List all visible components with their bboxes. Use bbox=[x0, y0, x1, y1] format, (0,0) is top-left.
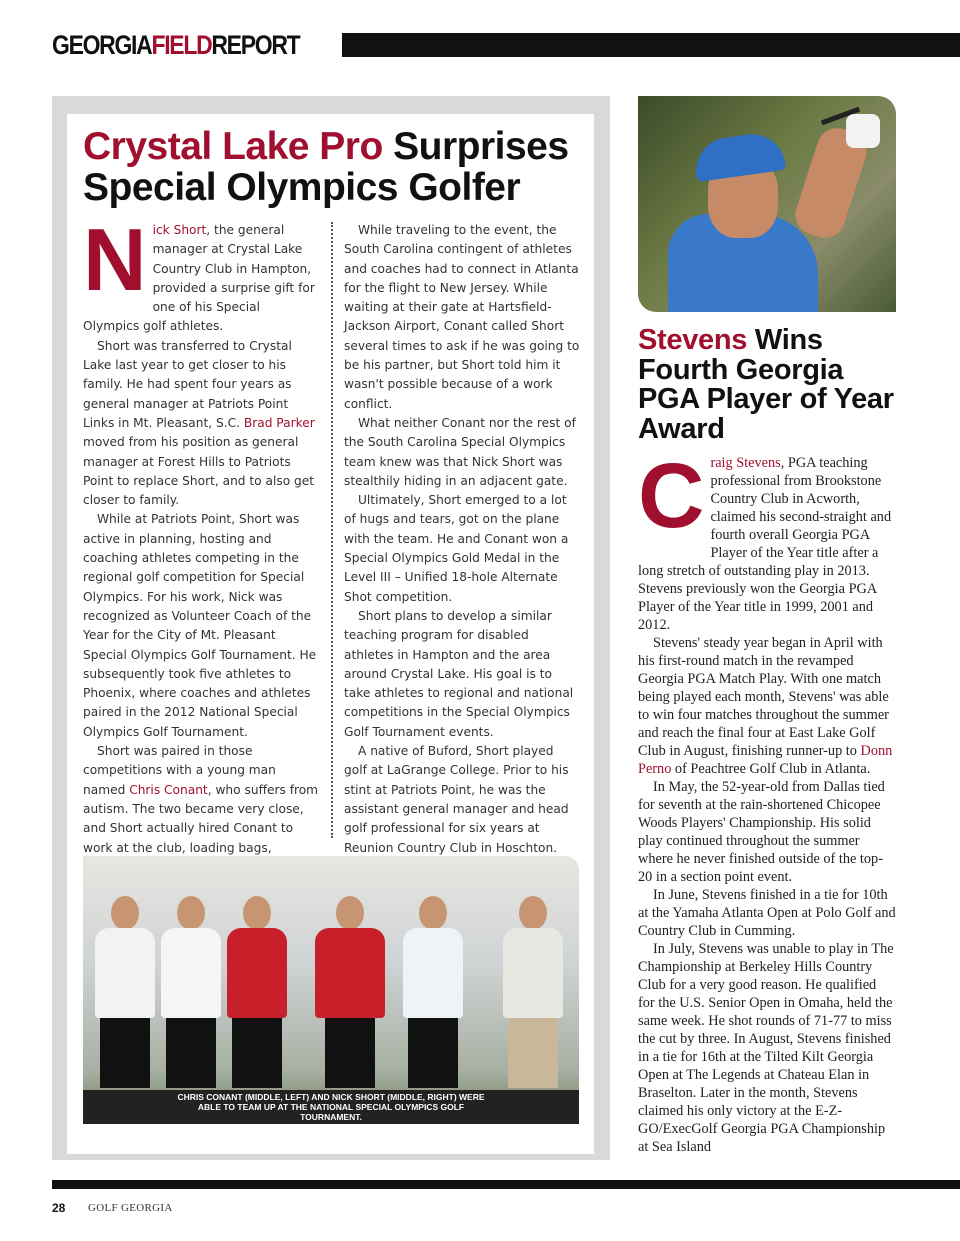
section-title bbox=[52, 30, 299, 61]
section-title-part1: GEORGIA bbox=[52, 29, 152, 60]
drop-cap: C bbox=[638, 445, 705, 547]
golfer-photo bbox=[638, 96, 896, 312]
article-paragraph: Ultimately, Short emerged to a lot of hugs and tears, got on the plane with the team. He and Conant won a Special Olympics Gold Medal in the Level III – Unified 18-hole Alternate Shot competition. bbox=[344, 493, 569, 604]
header-rule bbox=[342, 33, 960, 57]
article-paragraph bbox=[83, 210, 319, 337]
article2-column bbox=[638, 445, 896, 1156]
golf-glove bbox=[846, 114, 880, 148]
article-paragraph: In May, the 52-year-old from Dallas tied for seventh at the rain-shortened Chicopee Woods Players' Championship. His solid play continued throughout the summer where he never finished outside of the top-20 in a section point event. bbox=[638, 779, 885, 885]
headline-rest: Wins Fourth Georgia PGA Player of Year Award bbox=[638, 324, 894, 445]
paragraph-text: , PGA teaching professional from Brookstone Country Club in Acworth, claimed his second-straight and fourth overall Georgia PGA Player of the Year title after a long stretch of outstanding play in 2013. Stevens previously won the Georgia PGA Player of the Year title in 1999, 2001 and 2012. bbox=[638, 455, 892, 633]
article-paragraph bbox=[638, 634, 896, 778]
headline-highlight: Stevens bbox=[638, 324, 748, 356]
article-paragraph bbox=[638, 445, 896, 634]
paragraph-text: moved from his position as general manager at Forest Hills to Patriots Point to replace Short, and to also get closer to family. bbox=[83, 435, 315, 508]
article-paragraph: While at Patriots Point, Short was active in planning, hosting and coaching athletes competing in the regional golf competition for Special Olympics. For his work, Nick was recognized as Volunteer Coach of the Year for the City of Mt. Pleasant Special Olympics Golf Tournament. He subsequently took five athletes to Phoenix, where coaches and athletes paired in the 2012 National Special Olympics Golf Tournament. bbox=[83, 512, 317, 739]
photo-caption: CHRIS CONANT (MIDDLE, LEFT) AND NICK SHORT (MIDDLE, RIGHT) WERE ABLE TO TEAM UP AT THE NATIONAL SPECIAL OLYMPICS GOLF TOURNAMENT. bbox=[177, 1092, 485, 1122]
person-name-link: raig Stevens bbox=[710, 455, 781, 471]
paragraph-text: Short was paired in those competitions with a young man named bbox=[83, 744, 276, 797]
paragraph-text: , who suffers from autism. The two became very close, and Short actually hired Conant to work at the club, loading bags, bbox=[83, 782, 319, 855]
article-paragraph: A native of Buford, Short played golf at LaGrange College. Prior to his stint at Patriots Point, he was the assistant general manager and head golf professional for six years at Reunion Country Club in Hoschton. bbox=[344, 744, 569, 855]
paragraph-text: , the general manager at Crystal Lake Country Club in Hampton, provided a surprise gift for one of his Special Olympics golf athletes. bbox=[83, 223, 315, 334]
person-figure bbox=[315, 896, 385, 1088]
article-paragraph: While traveling to the event, the South Carolina contingent of athletes and coaches had to connect in Atlanta for the flight to New Jersey. While waiting at their gate at Hartsfield-Jackson Airport, Conant called Short several times to ask if he was going to be his partner, but Short told him it wasn't possible because of a work conflict. bbox=[344, 223, 580, 411]
person-name-link: Chris Conant bbox=[129, 782, 208, 797]
article-headline bbox=[83, 126, 593, 208]
footer-rule bbox=[52, 1180, 960, 1189]
article-paragraph: Short plans to develop a similar teaching program for disabled athletes in Hampton and the area around Crystal Lake. His goal is to take athletes to regional and national competitions in the Special Olympics Golf Tournament events. bbox=[344, 608, 574, 739]
person-figure bbox=[95, 896, 155, 1088]
person-figure bbox=[161, 896, 221, 1088]
article-column-right bbox=[344, 221, 580, 858]
person-figure bbox=[503, 896, 563, 1088]
page-number: 28 bbox=[52, 1201, 66, 1215]
photo-caption-bar bbox=[83, 1090, 579, 1124]
column-divider bbox=[331, 222, 333, 838]
paragraph-text: of Peachtree Golf Club in Atlanta. bbox=[671, 761, 871, 777]
headline-highlight: Crystal Lake Pro bbox=[83, 125, 383, 168]
person-name-link: ick Short bbox=[152, 223, 207, 237]
paragraph-text: Short was transferred to Crystal Lake last year to get closer to his family. He had spent four years as general manager at Patriots Point Links in Mt. Pleasant, S.C. bbox=[83, 338, 292, 430]
drop-cap: N bbox=[83, 210, 147, 309]
article-paragraph: What neither Conant nor the rest of the South Carolina Special Olympics team knew was that Nick Short was stealthily hiding in an adjacent gate. bbox=[344, 415, 576, 488]
headline-rest: Surprises Special Olympics Golfer bbox=[83, 125, 569, 209]
article-paragraph bbox=[83, 337, 319, 511]
article2-headline bbox=[638, 326, 898, 444]
person-figure bbox=[403, 896, 463, 1088]
article-paragraph: In June, Stevens finished in a tie for 10th at the Yamaha Atlanta Open at Polo Golf and Country Club in Cumming. bbox=[638, 887, 896, 939]
section-title-part2: FIELD bbox=[151, 29, 212, 60]
paragraph-text: Stevens' steady year began in April with his first-round match in the revamped Georgia PGA Match Play. With one match being played each month, Stevens' was able to win four matches throughout the summer and reach the final four at East Lake Golf Club in August, finishing runner-up to bbox=[638, 635, 889, 759]
magazine-name: GOLF GEORGIA bbox=[88, 1202, 173, 1214]
person-name-link: Brad Parker bbox=[243, 415, 315, 430]
article-paragraph: In July, Stevens was unable to play in The Championship at Berkeley Hills Country Club for a very good reason. He qualified for the U.S. Senior Open in Omaha, held the same week. He shot rounds of 71-77 to miss the cut by three. In August, Stevens finished in a tie for 16th at the Tilted Kilt Georgia Open at The Legends at Chateau Elan in Braselton. Later in the month, Stevens claimed his only victory at the E-Z-GO/ExecGolf Georgia PGA Championship at Sea Island bbox=[638, 941, 894, 1155]
person-name-link: Donn Perno bbox=[638, 743, 893, 777]
section-title-part3: REPORT bbox=[211, 29, 300, 60]
person-figure bbox=[227, 896, 287, 1088]
section-header bbox=[52, 30, 960, 60]
group-photo bbox=[83, 856, 579, 1124]
